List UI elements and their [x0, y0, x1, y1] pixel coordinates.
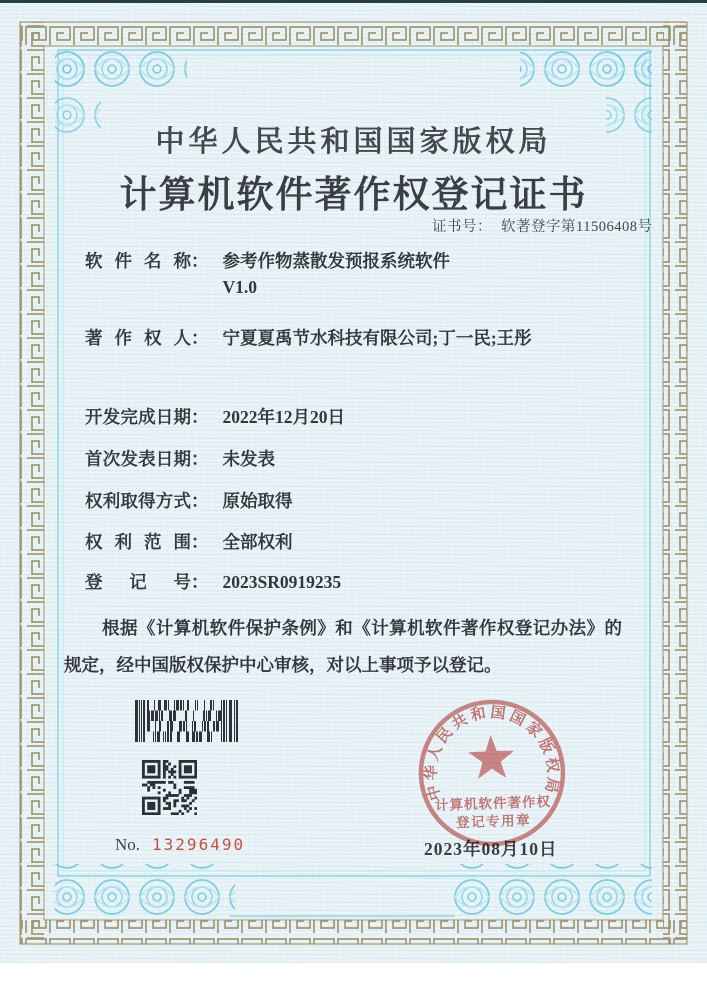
field-value: 2023SR0919235	[222, 572, 342, 592]
field-colon: ：	[191, 532, 209, 552]
field-colon: ：	[191, 407, 209, 427]
serial-number: 13296490	[152, 835, 246, 854]
field-row-copyright-owner	[85, 325, 532, 351]
official-red-seal	[409, 690, 575, 859]
field-label: 开发完成日期	[85, 407, 191, 427]
issue-date: 2023年08月10日	[424, 839, 558, 859]
serial-number-line	[115, 835, 245, 855]
field-label: 权利取得方式	[85, 491, 191, 511]
field-row-dev-complete-date	[85, 404, 345, 430]
field-value: 全部权利	[222, 532, 293, 552]
field-value: 原始取得	[222, 491, 293, 511]
gold-meander-border	[20, 22, 687, 944]
field-colon: ：	[191, 328, 209, 348]
field-row-first-publish-date	[85, 446, 275, 472]
star-icon	[468, 734, 515, 779]
seal-arc-text: 中华人民共和国国家版权局	[423, 704, 561, 802]
field-value: 宁夏夏禹节水科技有限公司;丁一民;王彤	[222, 328, 532, 348]
software-name-value: 参考作物蒸散发预报系统软件	[222, 251, 450, 271]
registration-statement: 根据《计算机软件保护条例》和《计算机软件著作权登记办法》的规定，经中国版权保护中心审核，对以上事项予以登记。	[64, 618, 622, 675]
field-value: 2022年12月20日	[222, 407, 345, 427]
field-label: 登记号	[85, 572, 191, 592]
certificate-number-line	[432, 215, 652, 236]
field-label: 软件名称	[85, 251, 191, 271]
authority-title: 中华人民共和国国家版权局	[155, 126, 552, 158]
field-colon: ：	[191, 491, 209, 511]
certificate-number-label: 证书号：	[432, 219, 492, 235]
field-label: 权利范围	[85, 532, 191, 552]
certificate-number-value: 软著登字第11506408号	[501, 219, 653, 235]
field-row-rights-acquisition	[85, 488, 293, 514]
field-value	[223, 248, 451, 300]
field-value: 未发表	[222, 449, 275, 469]
field-label: 首次发表日期	[85, 449, 191, 469]
field-row-rights-scope	[85, 529, 293, 555]
serial-label: No.	[115, 835, 141, 854]
qr-code-icon	[142, 760, 197, 815]
seal-line2: 登记专用章	[455, 812, 532, 831]
field-colon: ：	[191, 449, 209, 469]
field-row-software-name	[85, 248, 450, 300]
field-colon: ：	[191, 572, 209, 592]
field-row-registration-number	[85, 569, 341, 595]
field-colon: ：	[191, 251, 209, 271]
software-version-value: V1.0	[222, 277, 258, 297]
seal-line1: 计算机软件著作权	[434, 793, 552, 814]
field-label: 著作权人	[85, 328, 191, 348]
pdf417-barcode-icon	[135, 700, 238, 742]
certificate-title: 计算机软件著作权登记证书	[119, 175, 588, 216]
